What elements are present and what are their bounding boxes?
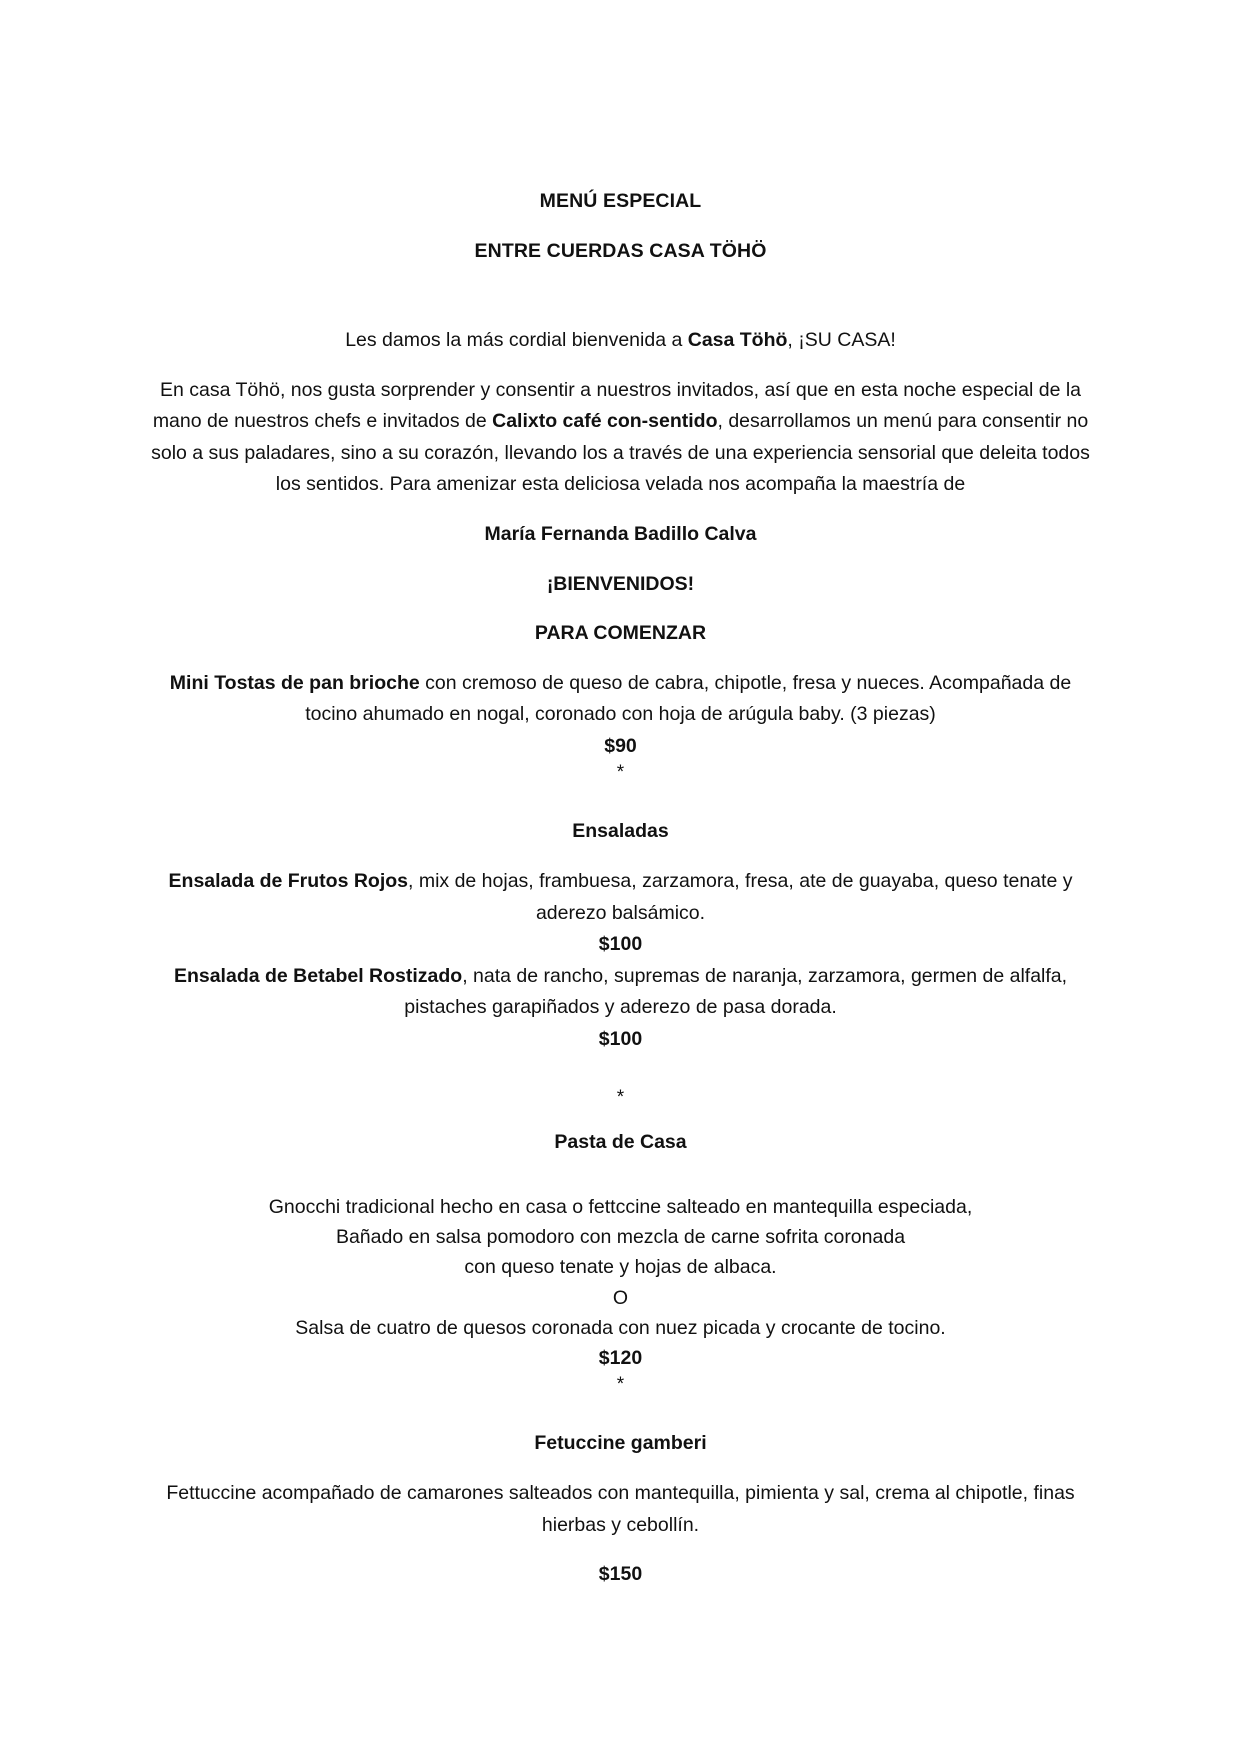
document-heading-secondary: ENTRE CUERDAS CASA TÖHÖ — [474, 239, 767, 262]
section-title-fetuccine-gamberi: Fetuccine gamberi — [534, 1432, 707, 1455]
menu-item-line: con queso tenate y hojas de albaca. — [464, 1256, 777, 1279]
section-separator: * — [616, 761, 625, 783]
menu-item-price: $150 — [598, 1563, 643, 1586]
intro-part-two: , desarrollamos un menú para consentir no solo a sus paladares, sino a su corazón, llevando los a través de una experiencia sensorial que deleita todos los sentidos. Para amenizar esta deliciosa velada nos acompaña la maestría de — [151, 410, 1090, 496]
menu-item — [148, 866, 1093, 929]
welcome-exclamation: ¡BIENVENIDOS! — [546, 572, 695, 595]
section-title-pasta-de-casa: Pasta de Casa — [554, 1131, 687, 1154]
welcome-paragraph — [148, 325, 1093, 357]
menu-item-line: O — [612, 1286, 629, 1309]
menu-item-line: Bañado en salsa pomodoro con mezcla de carne sofrita coronada — [335, 1226, 906, 1249]
menu-item-line: Fettuccine acompañado de camarones salteados con mantequilla, pimienta y sal, crema al chipotle, finas hierbas y cebollín. — [166, 1482, 1075, 1536]
menu-item-price: $100 — [598, 933, 643, 956]
artist-name: María Fernanda Badillo Calva — [484, 523, 757, 546]
section-title-ensaladas: Ensaladas — [572, 820, 669, 843]
menu-item-name: Mini Tostas de pan brioche — [169, 671, 420, 694]
menu-item-name: Ensalada de Betabel Rostizado — [173, 964, 463, 987]
welcome-venue-name: Casa Töhö — [687, 329, 788, 352]
document-heading-primary: MENÚ ESPECIAL — [539, 190, 702, 212]
section-title-para-comenzar: PARA COMENZAR — [534, 622, 707, 645]
menu-item-name: Ensalada de Frutos Rojos — [168, 869, 408, 892]
section-separator: * — [616, 1373, 625, 1395]
welcome-suffix: , ¡SU CASA! — [787, 329, 896, 352]
section-separator: * — [616, 1087, 625, 1109]
menu-item-description: con cremoso de queso de cabra, chipotle, fresa y nueces. Acompañada de tocino ahumado en nogal, coronado con hoja de arúgula baby. (3 piezas) — [305, 671, 1072, 726]
menu-item — [148, 668, 1093, 731]
intro-part-one: En casa Töhö, nos gusta sorprender y consentir a nuestros invitados, así que en esta noche especial de la mano de nuestros chefs e invitados de — [152, 378, 1082, 433]
welcome-prefix: Les damos la más cordial bienvenida a — [345, 329, 688, 352]
menu-item-description: , nata de rancho, supremas de naranja, zarzamora, germen de alfalfa, pistaches garapiñados y aderezo de pasa dorada. — [404, 964, 1068, 1019]
menu-item-price: $120 — [598, 1347, 643, 1370]
intro-paragraph — [148, 375, 1093, 501]
menu-item-line: Gnocchi tradicional hecho en casa o fettccine salteado en mantequilla especiada, — [268, 1195, 973, 1218]
menu-item — [148, 961, 1093, 1024]
menu-item-description: , mix de hojas, frambuesa, zarzamora, fresa, ate de guayaba, queso tenate y aderezo balsámico. — [408, 869, 1073, 924]
intro-guest-name: Calixto café con-sentido — [492, 410, 718, 433]
menu-item-price: $90 — [604, 734, 637, 757]
menu-item-line: Salsa de cuatro de quesos coronada con nuez picada y crocante de tocino. — [295, 1316, 946, 1339]
menu-document — [148, 186, 1093, 1591]
menu-item-price: $100 — [598, 1027, 643, 1050]
